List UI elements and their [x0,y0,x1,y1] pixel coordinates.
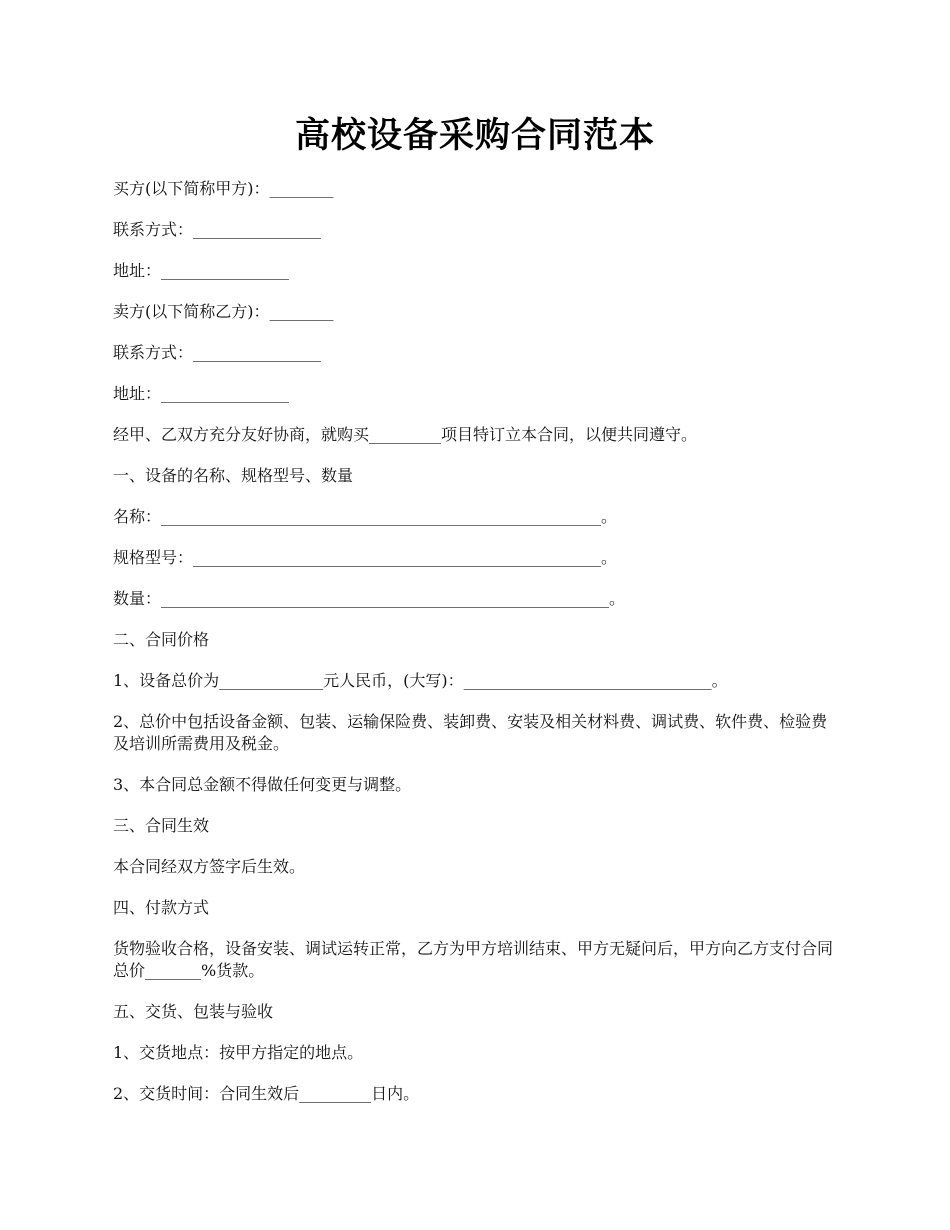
effect-clause: 本合同经双方签字后生效。 [113,857,306,876]
buyer-line: 买方(以下简称甲方)：________ [113,179,334,198]
preamble-paragraph: 经甲、乙双方充分友好协商，就购买_________项目特订立本合同，以便共同遵守。 [113,425,698,444]
seller-contact-line: 联系方式：________________ [113,343,322,362]
delivery-clause-2: 2、交货时间：合同生效后_________日内。 [113,1084,420,1103]
delivery-clause-1: 1、交货地点：按甲方指定的地点。 [113,1043,364,1062]
price-clause-3: 3、本合同总金额不得做任何变更与调整。 [113,775,412,794]
seller-line: 卖方(以下简称乙方)：________ [113,302,334,321]
section-heading-payment: 四、付款方式 [113,898,210,917]
section-heading-price: 二、合同价格 [113,630,210,649]
equipment-name-line: 名称：_______________________________________________________。 [113,507,618,526]
equipment-model-line: 规格型号：___________________________________________________。 [113,548,618,567]
equipment-quantity-line: 数量：________________________________________________________。 [113,589,626,608]
document-body [113,178,843,1124]
section-heading-delivery: 五、交货、包装与验收 [113,1002,274,1021]
section-heading-equipment: 一、设备的名称、规格型号、数量 [113,466,354,485]
price-clause-2: 2、总价中包括设备金额、包装、运输保险费、装卸费、安装及相关材料费、调试费、软件费、检验费及培训所需费用及税金。 [113,712,828,753]
section-heading-effect: 三、合同生效 [113,816,210,835]
buyer-address-line: 地址：________________ [113,261,290,280]
document-title: 高校设备采购合同范本 [294,115,655,156]
buyer-contact-line: 联系方式：________________ [113,220,322,239]
price-clause-1: 1、设备总价为_____________元人民币，(大写)：_______________________________。 [113,671,728,690]
payment-clause: 货物验收合格，设备安装、调试运转正常，乙方为甲方培训结束、甲方无疑问后，甲方向乙方支付合同总价_______%货款。 [113,939,834,980]
seller-address-line: 地址：________________ [113,384,290,403]
